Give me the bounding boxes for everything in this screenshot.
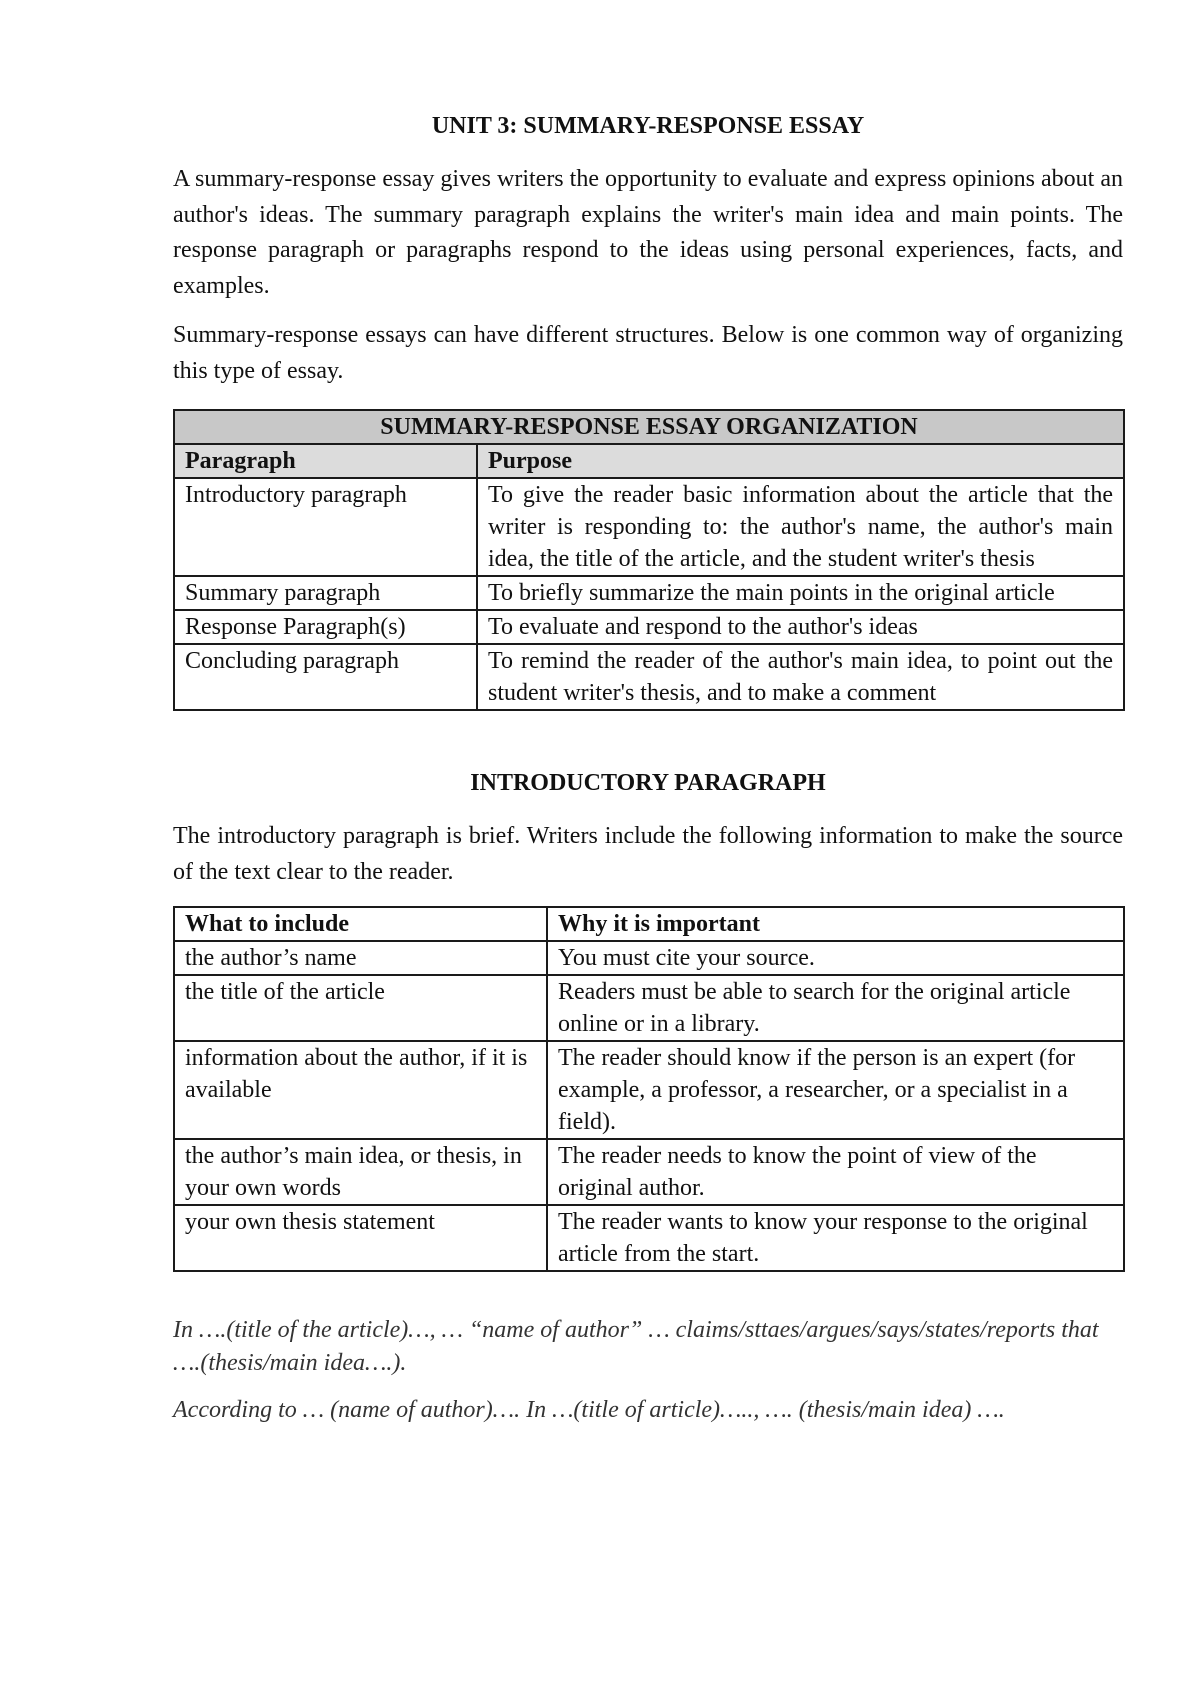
paragraph-cell: Summary paragraph (174, 576, 477, 610)
table-row (174, 941, 1124, 975)
template-sentence-1: In ….(title of the article)…, … “name of author” … claims/sttaes/argues/says/states/reports that ….(thesis/main idea….). (173, 1317, 1099, 1376)
paragraph-cell: Response Paragraph(s) (174, 610, 477, 644)
table-row (174, 975, 1124, 1041)
table-row (174, 610, 1124, 644)
purpose-cell: To give the reader basic information about the article that the writer is responding to: the author's name, the author's main idea, the title of the article, and the student writer's thesis (477, 478, 1124, 576)
column-header-why: Why it is important (547, 907, 1124, 941)
column-header-purpose: Purpose (477, 444, 1124, 478)
organization-table-title: SUMMARY-RESPONSE ESSAY ORGANIZATION (174, 410, 1124, 444)
what-cell: the title of the article (174, 975, 547, 1041)
paragraph-cell: Concluding paragraph (174, 644, 477, 710)
table-banner-row (174, 410, 1124, 444)
table-row (174, 1041, 1124, 1139)
why-cell: The reader needs to know the point of view of the original author. (547, 1139, 1124, 1205)
page-title: UNIT 3: SUMMARY-RESPONSE ESSAY (431, 113, 865, 139)
table-row (174, 644, 1124, 710)
what-cell: your own thesis statement (174, 1205, 547, 1271)
table-header-row (174, 907, 1124, 941)
column-header-paragraph: Paragraph (174, 444, 477, 478)
table-header-row (174, 444, 1124, 478)
table-row (174, 1139, 1124, 1205)
purpose-cell: To evaluate and respond to the author's ideas (477, 610, 1124, 644)
what-cell: the author’s name (174, 941, 547, 975)
document-page (173, 112, 1123, 1427)
why-cell: You must cite your source. (547, 941, 1124, 975)
organization-table (173, 409, 1125, 711)
include-table (173, 906, 1125, 1272)
table-row (174, 1205, 1124, 1271)
why-cell: The reader should know if the person is an expert (for example, a professor, a researcher, or a specialist in a field). (547, 1041, 1124, 1139)
what-cell: information about the author, if it is available (174, 1041, 547, 1139)
table-row (174, 576, 1124, 610)
section-paragraph: The introductory paragraph is brief. Writers include the following information to make the source of the text clear to the reader. (173, 823, 1123, 885)
structure-paragraph: Summary-response essays can have different structures. Below is one common way of organizing this type of essay. (173, 322, 1123, 384)
paragraph-cell: Introductory paragraph (174, 478, 477, 576)
column-header-what: What to include (174, 907, 547, 941)
purpose-cell: To remind the reader of the author's main idea, to point out the student writer's thesis, and to make a comment (477, 644, 1124, 710)
why-cell: Readers must be able to search for the original article online or in a library. (547, 975, 1124, 1041)
intro-paragraph: A summary-response essay gives writers the opportunity to evaluate and express opinions about an author's ideas. The summary paragraph explains the writer's main idea and main points. The response paragraph or paragraphs respond to the ideas using personal experiences, facts, and examples. (173, 166, 1123, 299)
table-row (174, 478, 1124, 576)
section-title: INTRODUCTORY PARAGRAPH (470, 770, 826, 796)
why-cell: The reader wants to know your response to the original article from the start. (547, 1205, 1124, 1271)
what-cell: the author’s main idea, or thesis, in your own words (174, 1139, 547, 1205)
template-sentence-2: According to … (name of author)…. In …(title of article)….., …. (thesis/main idea) …. (173, 1397, 1005, 1423)
purpose-cell: To briefly summarize the main points in the original article (477, 576, 1124, 610)
